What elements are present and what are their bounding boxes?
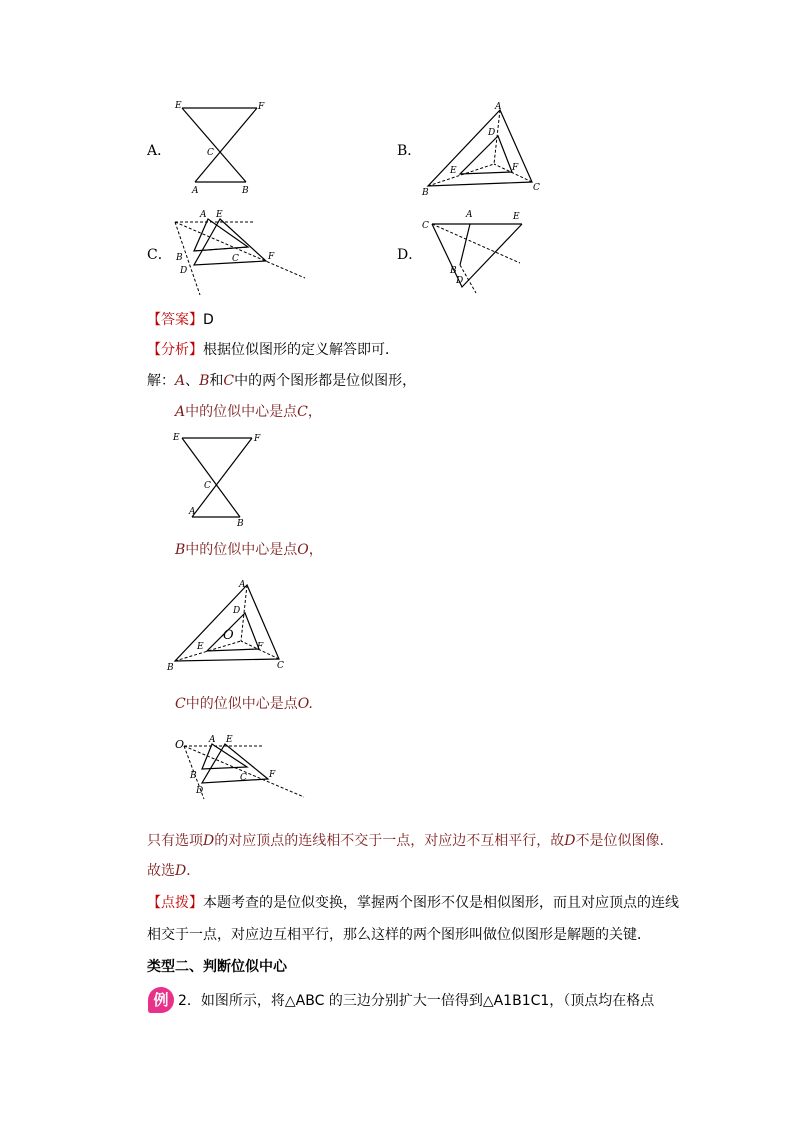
svg-text:B: B (237, 519, 244, 528)
tip-bracket: 【点拨】 (147, 895, 203, 911)
svg-text:A: A (189, 507, 196, 517)
svg-text:C: C (204, 481, 211, 491)
svg-text:C: C (232, 254, 239, 264)
label-b: B (242, 186, 249, 195)
option-b-label: B． (397, 143, 422, 159)
svg-text:E: E (450, 166, 457, 176)
svg-text:F: F (512, 163, 519, 173)
figure-option-b (420, 98, 545, 198)
svg-text:D: D (180, 266, 188, 276)
svg-text:B: B (167, 663, 174, 673)
solution-b-center: B中的位似中心是点O， (175, 542, 323, 558)
option-a-label: A． (147, 143, 172, 159)
label-e: E (175, 101, 182, 111)
svg-text:O: O (175, 738, 185, 751)
svg-text:E: E (173, 433, 180, 443)
section-title: 类型二、判断位似中心 (147, 959, 287, 975)
svg-text:E: E (197, 642, 204, 652)
svg-text:C: C (422, 221, 429, 231)
svg-text:O: O (223, 628, 234, 643)
svg-text:E: E (513, 212, 520, 222)
svg-text:B: B (176, 253, 183, 263)
answer-line (147, 310, 214, 330)
svg-text:D: D (233, 606, 241, 616)
tip-line-2: 相交于一点，对应边互相平行，那么这样的两个图形叫做位似图形是解题的关键． (147, 927, 651, 943)
option-d-label: D． (397, 247, 423, 263)
label-c: C (207, 148, 214, 158)
svg-text:C: C (240, 773, 247, 783)
svg-text:D: D (196, 786, 204, 796)
conclusion-line: 只有选项D的对应顶点的连线相不交于一点，对应边不互相平行，故D不是位似图像. (147, 833, 664, 849)
tip-line-1: 【点拨】本题考查的是位似变换，掌握两个图形不仅是相似图形，而且对应顶点的连线 (147, 895, 679, 911)
example-text: 2．如图所示，将△ABC 的三边分别扩大一倍得到△A1B1C1，（顶点均在格点 (178, 993, 655, 1009)
analysis-line (147, 340, 399, 360)
solution-figure-c (172, 733, 307, 803)
svg-text:A: A (495, 102, 502, 112)
svg-text:F: F (269, 770, 276, 780)
analysis-bracket: 【分析】 (147, 342, 203, 358)
solution-figure-a (170, 430, 270, 528)
choose-line: 故选D． (147, 863, 201, 879)
svg-text:D: D (456, 276, 464, 286)
svg-text:C: C (277, 661, 284, 671)
svg-text:B: B (422, 188, 429, 198)
label-f: F (258, 102, 265, 112)
option-c-label: C． (147, 247, 172, 263)
svg-text:A: A (466, 210, 473, 220)
solution-a-center: A中的位似中心是点C， (175, 404, 322, 420)
answer-bracket: 【答案】 (147, 312, 203, 328)
svg-text:F: F (257, 642, 264, 652)
svg-text:B: B (190, 771, 197, 781)
solution-figure-b (165, 575, 290, 675)
answer-value: D (203, 312, 214, 328)
label-a: A (192, 186, 199, 195)
svg-text:F: F (254, 434, 261, 444)
svg-text:E: E (216, 210, 223, 220)
solution-c-center: C中的位似中心是点O. (175, 696, 313, 712)
figure-option-a (172, 100, 272, 195)
svg-text:D: D (488, 128, 496, 138)
svg-text:C: C (533, 183, 540, 193)
svg-text:A: A (209, 735, 216, 745)
svg-text:A: A (239, 580, 246, 590)
svg-text:B: B (450, 266, 457, 276)
svg-text:F: F (268, 252, 275, 262)
figure-option-c (170, 205, 310, 297)
svg-text:A: A (200, 210, 207, 220)
solution-line-1: 解：A、B和C中的两个图形都是位似图形， (147, 373, 417, 389)
example-badge: 例 (148, 987, 174, 1013)
figure-option-d (420, 205, 530, 295)
svg-text:E: E (226, 735, 233, 745)
analysis-text: 根据位似图形的定义解答即可． (203, 342, 399, 358)
